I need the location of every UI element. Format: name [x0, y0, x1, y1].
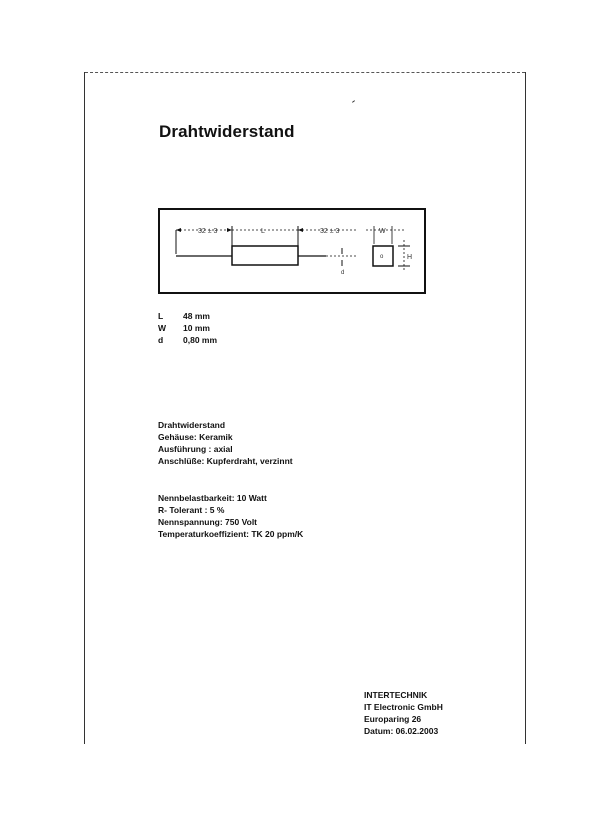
dimension-value: 0,80 mm — [183, 335, 218, 345]
company-address — [364, 689, 443, 737]
label-lead-right: 32 ± 3 — [320, 228, 340, 235]
dimensions-list — [158, 310, 217, 346]
description-line: Gehäuse: Keramik — [158, 432, 233, 442]
page-border-right — [525, 72, 526, 744]
dimension-row — [158, 322, 217, 334]
specification-line: Temperaturkoeffizient: TK 20 ppm/K — [158, 529, 304, 539]
company-line: Europaring 26 — [364, 714, 422, 724]
label-width: W — [379, 228, 386, 235]
dimension-value: 10 mm — [183, 323, 210, 333]
dimension-key: W — [158, 323, 167, 333]
page-border-left — [84, 72, 85, 744]
arrow-left-icon — [176, 228, 181, 232]
label-lead-left: 32 ± 3 — [198, 228, 218, 235]
label-diameter: d — [341, 270, 345, 276]
resistor-drawing — [158, 208, 426, 294]
specifications-block — [158, 492, 303, 540]
dimension-row — [158, 310, 217, 322]
description-line: Ausführung : axial — [158, 444, 233, 454]
description-block — [158, 419, 293, 467]
company-line: IT Electronic GmbH — [364, 702, 443, 712]
description-line: Anschlüße: Kupferdraht, verzinnt — [158, 456, 293, 466]
dimension-key: L — [158, 311, 164, 321]
page-title: Drahtwiderstand — [159, 122, 295, 141]
scan-speck — [352, 100, 355, 103]
company-line: Datum: 06.02.2003 — [364, 726, 439, 736]
page-border-top — [85, 72, 525, 73]
label-cross-section: o — [380, 254, 384, 260]
arrow-right-icon — [227, 228, 232, 232]
specification-line: Nennspannung: 750 Volt — [158, 517, 258, 527]
specification-line: R- Tolerant : 5 % — [158, 505, 225, 515]
description-line: Drahtwiderstand — [158, 420, 226, 430]
dimension-value: 48 mm — [183, 311, 210, 321]
dimension-row — [158, 334, 217, 346]
label-body-length: L — [261, 228, 265, 235]
arrow-left-icon — [298, 228, 303, 232]
specification-line: Nennbelastbarkeit: 10 Watt — [158, 493, 267, 503]
resistor-body — [232, 246, 298, 265]
dimension-key: d — [158, 335, 164, 345]
label-height: H — [407, 254, 413, 261]
company-line: INTERTECHNIK — [364, 690, 428, 700]
resistor-drawing-svg — [160, 210, 424, 292]
